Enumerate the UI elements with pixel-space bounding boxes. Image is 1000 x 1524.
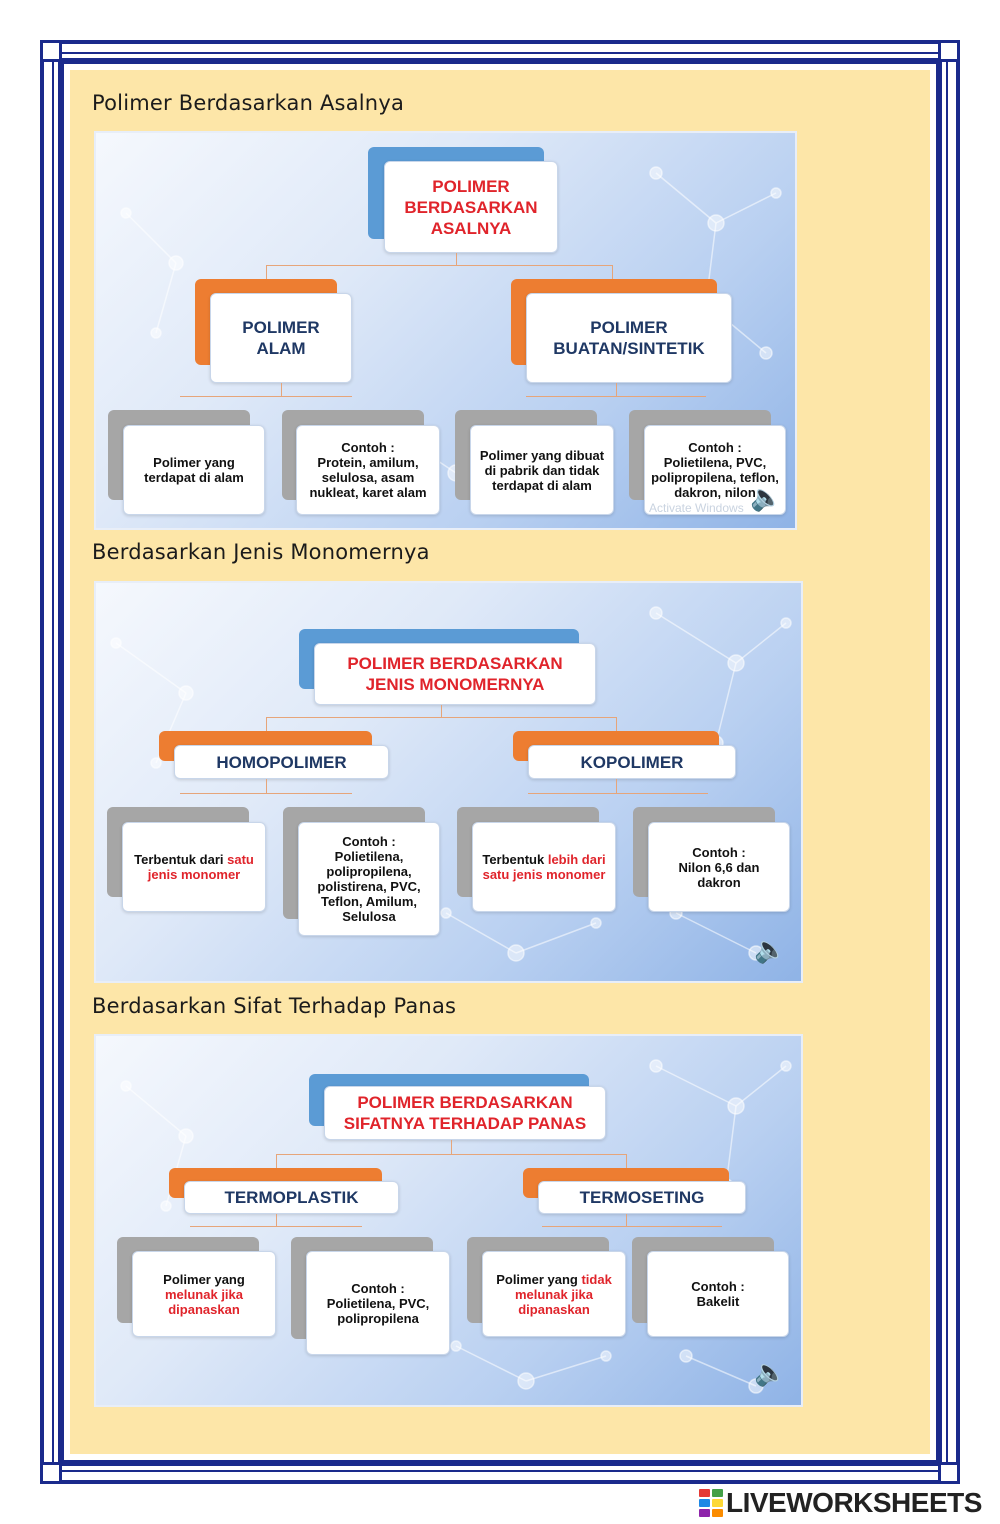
branch-node-polimer-alam [210, 293, 352, 383]
root-line: BERDASARKAN [404, 197, 538, 217]
branch-node-termoseting: TERMOSETING [538, 1181, 746, 1214]
slide-asal [94, 131, 797, 530]
leaf-line: Bakelit [696, 1294, 740, 1309]
leaf-node [123, 425, 265, 515]
corner-ornament-bottom-right [938, 1462, 960, 1484]
leaf-line: polistirena, PVC, [317, 879, 421, 894]
leaf-line: polipropilena, teflon, [651, 470, 779, 485]
leaf-node [470, 425, 614, 515]
leaf-highlight: melunak jika [514, 1286, 594, 1302]
branch-line: POLIMER [590, 318, 668, 337]
connector [180, 396, 352, 397]
corner-ornament-top-left [40, 40, 62, 62]
leaf-line: nukleat, karet alam [309, 485, 427, 500]
branch-line: BUATAN/SINTETIK [553, 339, 705, 358]
leaf-node [298, 822, 440, 936]
connector [526, 396, 706, 397]
root-node [384, 161, 558, 253]
connector [441, 705, 442, 717]
leaf-line: di pabrik dan tidak [484, 462, 600, 478]
section-heading: Polimer Berdasarkan Asalnya [92, 91, 405, 115]
connector [266, 265, 612, 266]
leaf-line: polipropilena, [326, 864, 412, 879]
connector [626, 1154, 627, 1168]
connector [276, 1214, 277, 1226]
leaf-highlight: satu jenis monomer [482, 867, 606, 882]
leaf-line: Polietilena, PVC, [663, 455, 767, 470]
leaf-line [496, 1272, 612, 1287]
connector [266, 265, 267, 279]
leaf-line: selulosa, asam [321, 470, 415, 485]
leaf-line: polipropilena [337, 1310, 419, 1326]
slide-panas [94, 1034, 803, 1407]
connector [276, 1154, 277, 1168]
root-node [324, 1086, 606, 1140]
leaf-line: Contoh : [691, 1279, 745, 1294]
leaf-line: dakron [697, 874, 741, 890]
leaf-line: Polimer yang dibuat [479, 447, 605, 463]
corner-ornament-bottom-left [40, 1462, 62, 1484]
branch-line: POLIMER [242, 318, 320, 337]
leaf-node [132, 1251, 276, 1337]
root-line: JENIS MONOMERNYA [365, 675, 545, 694]
leaf-line: Nilon 6,6 dan [678, 859, 760, 875]
leaf-line: Polimer yang [153, 455, 235, 470]
connector [528, 793, 708, 794]
leaf-line [134, 852, 254, 867]
connector [281, 383, 282, 396]
connector [616, 717, 617, 731]
speaker-icon[interactable]: 🔈 [750, 483, 783, 513]
liveworksheets-logo-icon [699, 1489, 723, 1517]
root-line: POLIMER BERDASARKAN [347, 654, 563, 673]
leaf-highlight: jenis monomer [147, 867, 241, 882]
leaf-node [647, 1251, 789, 1337]
leaf-line: terdapat di alam [144, 470, 244, 485]
branch-node-polimer-buatan [526, 293, 732, 383]
leaf-node [306, 1251, 450, 1355]
liveworksheets-logo[interactable] [699, 1487, 982, 1519]
branch-node-termoplastik: TERMOPLASTIK [184, 1181, 399, 1214]
leaf-line: Contoh : [688, 440, 742, 455]
root-line: POLIMER BERDASARKAN [357, 1093, 573, 1112]
activate-windows-watermark: Activate Windows [649, 501, 744, 515]
connector [266, 717, 616, 718]
leaf-line: Contoh : [342, 834, 396, 849]
connector [612, 265, 613, 279]
speaker-icon[interactable]: 🔈 [754, 1358, 787, 1388]
leaf-line: Polimer yang [163, 1271, 245, 1287]
leaf-node [648, 822, 790, 912]
leaf-line: Polietilena, [334, 849, 404, 864]
leaf-line: Contoh : [341, 440, 395, 455]
leaf-node [482, 1251, 626, 1337]
root-node [314, 643, 596, 705]
leaf-highlight: lebih dari [547, 852, 606, 867]
leaf-line: Teflon, Amilum, [320, 894, 418, 909]
connector [451, 1140, 452, 1154]
branch-line: ALAM [256, 339, 306, 358]
branch-node-kopolimer: KOPOLIMER [528, 745, 736, 779]
connector [542, 1226, 722, 1227]
root-line: POLIMER [432, 176, 510, 196]
leaf-line [482, 852, 605, 867]
leaf-text: Terbentuk dari [134, 852, 228, 867]
branch-node-homopolimer: HOMOPOLIMER [174, 745, 389, 779]
leaf-highlight: dipanaskan [168, 1301, 240, 1317]
corner-ornament-top-right [938, 40, 960, 62]
leaf-line: dakron, nilon [674, 485, 756, 500]
connector [616, 383, 617, 396]
leaf-highlight: satu [227, 852, 254, 867]
root-line: SIFATNYA TERHADAP PANAS [343, 1114, 587, 1133]
leaf-line: Protein, amilum, [317, 455, 419, 470]
connector [616, 779, 617, 793]
section-heading: Berdasarkan Sifat Terhadap Panas [92, 994, 457, 1018]
connector [180, 793, 352, 794]
leaf-highlight: dipanaskan [518, 1301, 590, 1317]
leaf-node [296, 425, 440, 515]
liveworksheets-wordmark: LIVEWORKSHEETS [726, 1487, 982, 1518]
leaf-line: Contoh : [351, 1280, 405, 1296]
connector [276, 1154, 626, 1155]
leaf-highlight: melunak jika [164, 1286, 244, 1302]
leaf-line: Selulosa [342, 909, 396, 924]
leaf-node [122, 822, 266, 912]
connector [266, 717, 267, 731]
root-line: ASALNYA [430, 218, 512, 238]
leaf-line: Polietilena, PVC, [326, 1295, 430, 1311]
slide-monomer [94, 581, 803, 983]
speaker-icon[interactable]: 🔈 [754, 935, 787, 965]
connector [626, 1214, 627, 1226]
leaf-text: Terbentuk [482, 852, 548, 867]
connector [266, 779, 267, 793]
section-heading: Berdasarkan Jenis Monomernya [92, 540, 430, 564]
connector [456, 253, 457, 265]
leaf-line: terdapat di alam [492, 477, 592, 493]
connector [190, 1226, 362, 1227]
leaf-node [472, 822, 616, 912]
leaf-line: Contoh : [692, 844, 746, 860]
leaf-highlight: tidak [581, 1271, 612, 1287]
leaf-text: Polimer yang [496, 1271, 582, 1287]
